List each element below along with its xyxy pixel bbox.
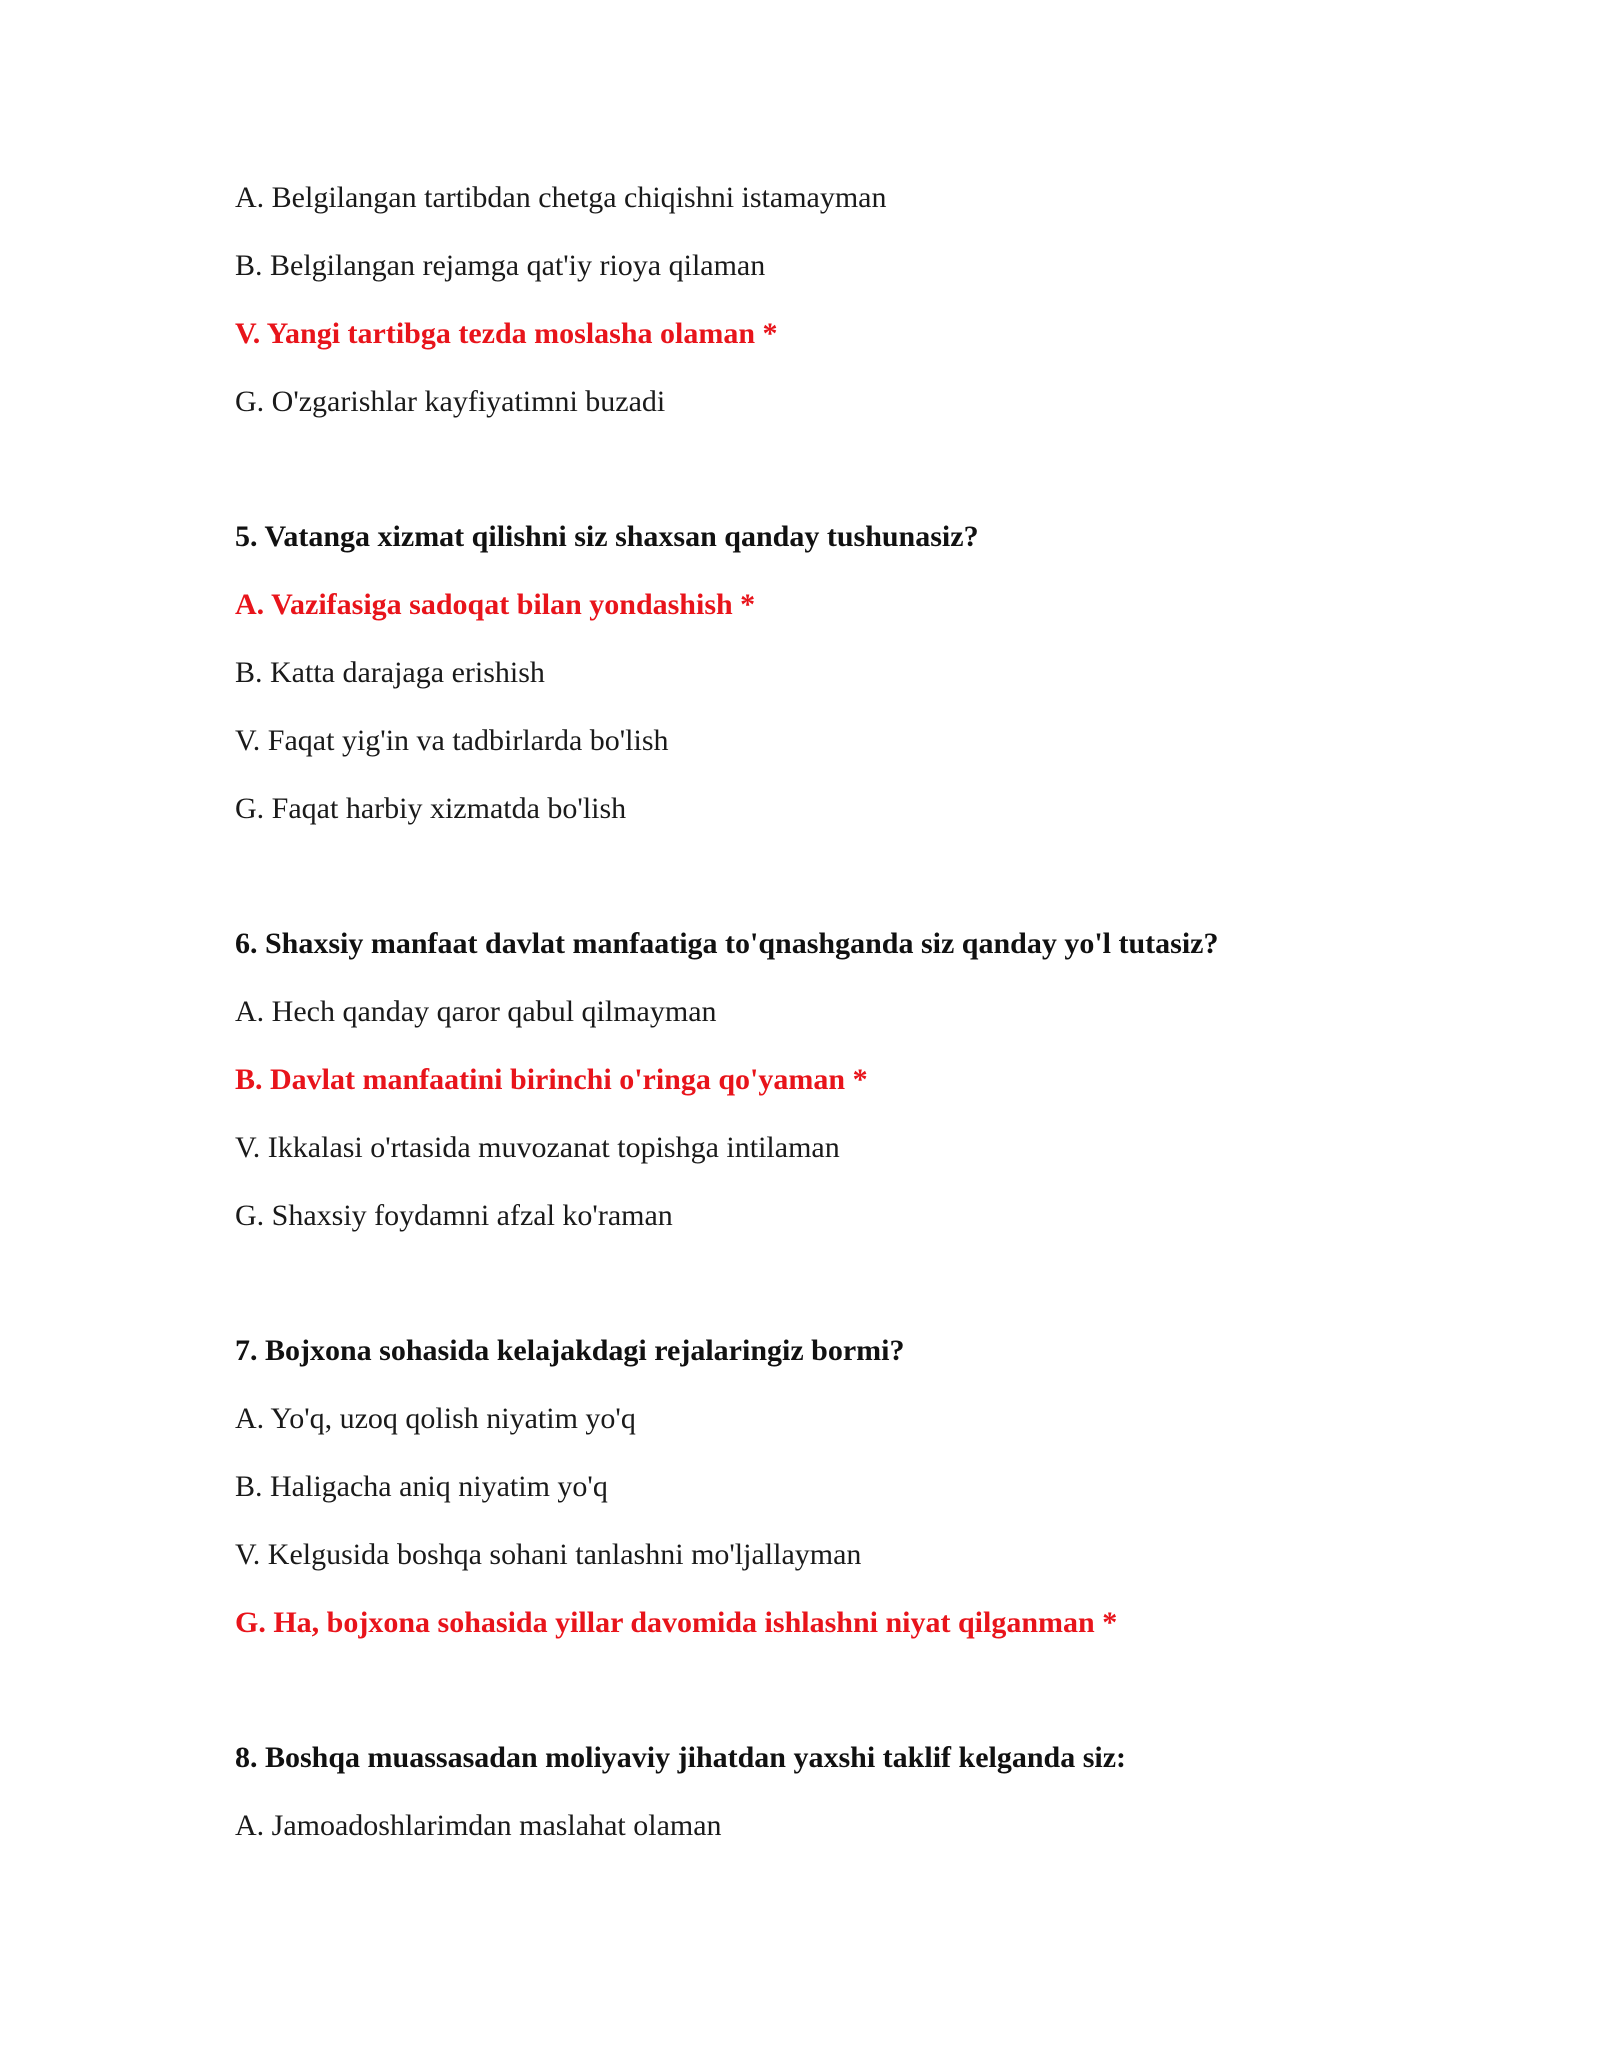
option-a: A. Jamoadoshlarimdan maslahat olaman — [235, 1809, 722, 1842]
option-a: A. Hech qanday qaror qabul qilmayman — [235, 995, 717, 1028]
question-block-5 — [235, 519, 1435, 827]
option-b: B. Haligacha aniq niyatim yo'q — [235, 1470, 608, 1503]
block-spacer — [235, 1673, 1435, 1740]
block-spacer — [235, 859, 1435, 926]
question-block-8 — [235, 1740, 1435, 1844]
option-v-correct: V. Yangi tartibga tezda moslasha olaman * — [235, 317, 778, 350]
option-g: G. Shaxsiy foydamni afzal ko'raman — [235, 1199, 673, 1232]
option-b: B. Katta darajaga erishish — [235, 656, 545, 689]
question-block-4 — [235, 180, 1435, 420]
option-v: V. Ikkalasi o'rtasida muvozanat topishga intilaman — [235, 1131, 840, 1164]
question-6-title: 6. Shaxsiy manfaat davlat manfaatiga to'qnashganda siz qanday yo'l tutasiz? — [235, 927, 1219, 960]
option-a: A. Belgilangan tartibdan chetga chiqishni istamayman — [235, 181, 887, 214]
block-spacer — [235, 1266, 1435, 1333]
question-8-title: 8. Boshqa muassasadan moliyaviy jihatdan yaxshi taklif kelganda siz: — [235, 1741, 1127, 1774]
option-b-correct: B. Davlat manfaatini birinchi o'ringa qo'yaman * — [235, 1063, 868, 1096]
option-g-correct: G. Ha, bojxona sohasida yillar davomida ishlashni niyat qilganman * — [235, 1606, 1118, 1639]
option-g: G. O'zgarishlar kayfiyatimni buzadi — [235, 385, 666, 418]
option-v: V. Faqat yig'in va tadbirlarda bo'lish — [235, 724, 669, 757]
question-7-title: 7. Bojxona sohasida kelajakdagi rejalaringiz bormi? — [235, 1334, 905, 1367]
option-g: G. Faqat harbiy xizmatda bo'lish — [235, 792, 627, 825]
option-b: B. Belgilangan rejamga qat'iy rioya qilaman — [235, 249, 766, 282]
question-block-6 — [235, 926, 1435, 1234]
option-a: A. Yo'q, uzoq qolish niyatim yo'q — [235, 1402, 636, 1435]
question-5-title: 5. Vatanga xizmat qilishni siz shaxsan qanday tushunasiz? — [235, 520, 979, 553]
block-spacer — [235, 452, 1435, 519]
question-block-7 — [235, 1333, 1435, 1641]
option-v: V. Kelgusida boshqa sohani tanlashni mo'ljallayman — [235, 1538, 862, 1571]
option-a-correct: A. Vazifasiga sadoqat bilan yondashish * — [235, 588, 756, 621]
quiz-content — [235, 180, 1435, 1876]
